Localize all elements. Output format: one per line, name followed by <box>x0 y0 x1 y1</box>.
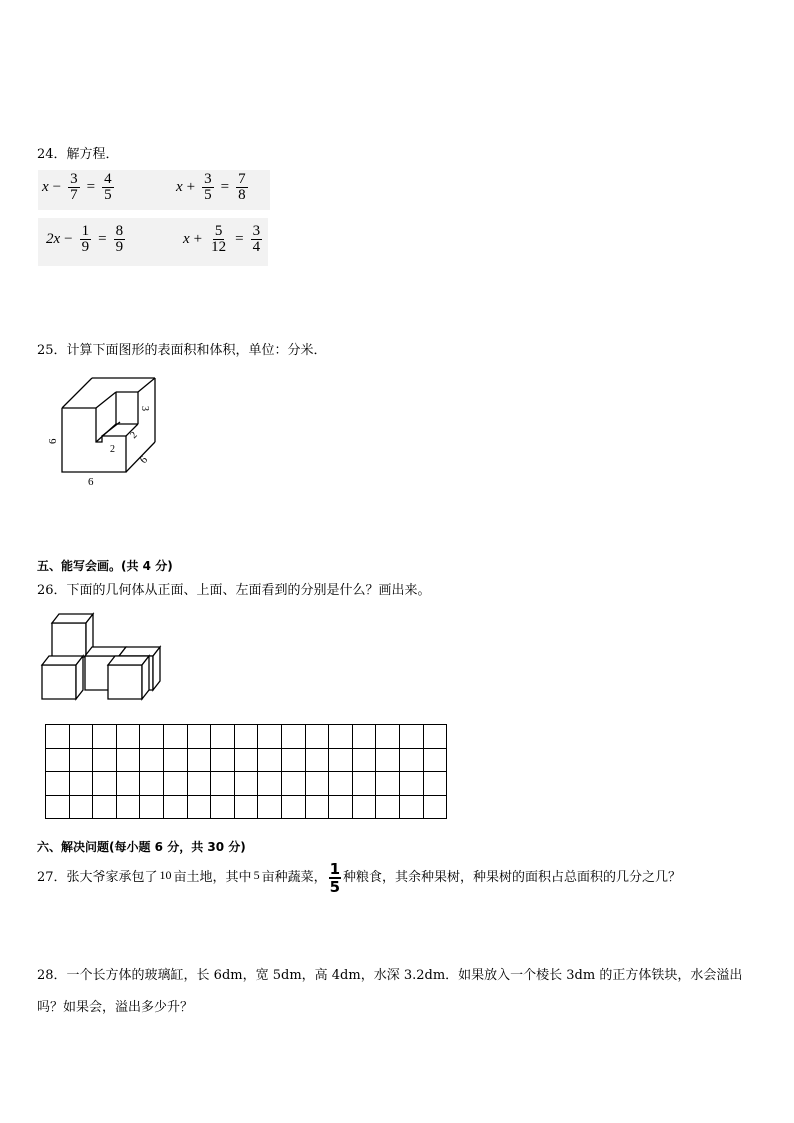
grid-cell[interactable] <box>116 795 140 819</box>
grid-cell[interactable] <box>423 772 447 796</box>
grid-cell[interactable] <box>234 795 258 819</box>
equation-operator: + <box>186 179 196 195</box>
grid-cell[interactable] <box>187 748 211 772</box>
equation-variable: x <box>176 179 183 195</box>
equals-sign: = <box>98 231 107 247</box>
grid-cell[interactable] <box>163 772 187 796</box>
grid-cell[interactable] <box>187 772 211 796</box>
grid-cell[interactable] <box>69 748 93 772</box>
q27-number: 5 <box>253 868 260 882</box>
grid-cell[interactable] <box>234 725 258 749</box>
grid-cell[interactable] <box>399 772 423 796</box>
grid-cell[interactable] <box>281 725 305 749</box>
fraction: $\frac{3}{5}$ <box>204 171 212 203</box>
dim-notch-width-label: 2 <box>110 444 115 455</box>
equation-variable: x <box>183 231 190 247</box>
cube-stack-figure <box>40 610 165 705</box>
grid-cell[interactable] <box>46 772 70 796</box>
q27-text-part: 27．张大爷家承包了 <box>37 870 158 885</box>
grid-cell[interactable] <box>116 725 140 749</box>
grid-cell[interactable] <box>69 795 93 819</box>
equals-sign: = <box>86 179 96 195</box>
q27-text-part: 种粮食，其余种果树，种果树的面积占总面积的几分之几？ <box>343 870 682 885</box>
fraction: $\frac{5}{12}$ <box>211 223 227 255</box>
grid-cell[interactable] <box>352 748 376 772</box>
grid-cell[interactable] <box>69 772 93 796</box>
grid-row <box>46 795 447 819</box>
grid-cell[interactable] <box>423 748 447 772</box>
dim-height-label: 6 <box>47 438 59 444</box>
equation-operator: − <box>52 179 62 195</box>
grid-cell[interactable] <box>187 795 211 819</box>
grid-cell[interactable] <box>258 795 282 819</box>
q25-title: 25．计算下面图形的表面积和体积，单位：分米． <box>37 343 327 358</box>
grid-cell[interactable] <box>93 795 117 819</box>
equals-sign: = <box>220 179 230 195</box>
grid-cell[interactable] <box>376 772 400 796</box>
grid-cell[interactable] <box>399 748 423 772</box>
grid-cell[interactable] <box>211 748 235 772</box>
grid-cell[interactable] <box>234 772 258 796</box>
dim-notch-depth-label: 2 <box>128 429 140 441</box>
q28-line-2: 吗？如果会，溢出多少升？ <box>37 1000 194 1015</box>
q26-title: 26．下面的几何体从正面、上面、左面看到的分别是什么？画出来。 <box>37 583 431 598</box>
grid-cell[interactable] <box>281 772 305 796</box>
grid-cell[interactable] <box>376 795 400 819</box>
grid-row <box>46 748 447 772</box>
fraction: $\frac{1}{9}$ <box>81 223 90 255</box>
grid-cell[interactable] <box>211 725 235 749</box>
grid-cell[interactable] <box>281 795 305 819</box>
grid-row <box>46 725 447 749</box>
grid-cell[interactable] <box>69 725 93 749</box>
fraction: $\frac{3}{7}$ <box>70 171 78 203</box>
equation-1 <box>42 172 117 203</box>
grid-cell[interactable] <box>329 725 353 749</box>
grid-cell[interactable] <box>140 748 164 772</box>
grid-cell[interactable] <box>352 795 376 819</box>
grid-cell[interactable] <box>305 725 329 749</box>
grid-cell[interactable] <box>140 725 164 749</box>
fraction: $\frac{3}{4}$ <box>252 223 261 255</box>
equation-variable: 2x <box>46 231 61 247</box>
grid-cell[interactable] <box>163 748 187 772</box>
fraction: $\frac{8}{9}$ <box>115 223 124 255</box>
grid-cell[interactable] <box>116 748 140 772</box>
grid-cell[interactable] <box>305 748 329 772</box>
grid-cell[interactable] <box>329 748 353 772</box>
grid-cell[interactable] <box>211 772 235 796</box>
grid-cell[interactable] <box>234 748 258 772</box>
dim-notch-height-label: 3 <box>139 406 150 411</box>
grid-cell[interactable] <box>258 748 282 772</box>
equals-sign: = <box>235 231 244 247</box>
dim-bottom-label: 6 <box>88 476 94 488</box>
q28-line-1: 28．一个长方体的玻璃缸，长 6dm，宽 5dm，高 4dm，水深 3.2dm．如果放入一个棱长 3dm 的正方体铁块，水会溢出 <box>37 968 743 983</box>
grid-cell[interactable] <box>376 725 400 749</box>
drawing-grid[interactable] <box>45 724 447 819</box>
grid-cell[interactable] <box>187 725 211 749</box>
grid-cell[interactable] <box>93 772 117 796</box>
q27-text <box>37 858 681 898</box>
notched-cuboid-figure <box>40 372 170 492</box>
grid-cell[interactable] <box>258 772 282 796</box>
fraction: $\frac{4}{5}$ <box>104 171 112 203</box>
section-6-title: 六、解决问题(每小题 6 分，共 30 分) <box>37 840 246 854</box>
grid-cell[interactable] <box>329 772 353 796</box>
equation-3 <box>46 224 128 255</box>
q27-number: 10 <box>159 868 172 882</box>
dim-depth-label: 6 <box>137 453 151 467</box>
q27-text-part: 亩种蔬菜， <box>261 870 327 885</box>
grid-cell[interactable] <box>211 795 235 819</box>
grid-cell[interactable] <box>376 748 400 772</box>
equation-operator: + <box>193 231 203 247</box>
grid-cell[interactable] <box>46 795 70 819</box>
grid-cell[interactable] <box>46 725 70 749</box>
grid-cell[interactable] <box>423 725 447 749</box>
grid-cell[interactable] <box>163 725 187 749</box>
grid-cell[interactable] <box>352 772 376 796</box>
grid-cell[interactable] <box>399 795 423 819</box>
equation-4 <box>183 224 265 255</box>
grid-cell[interactable] <box>46 748 70 772</box>
grid-cell[interactable] <box>305 795 329 819</box>
q27-text-part: 亩土地，其中 <box>173 870 252 885</box>
grid-cell[interactable] <box>163 795 187 819</box>
grid-cell[interactable] <box>329 795 353 819</box>
grid-cell[interactable] <box>140 795 164 819</box>
grid-cell[interactable] <box>352 725 376 749</box>
equation-operator: − <box>64 231 73 247</box>
q27-fraction: 1 5 <box>329 860 341 896</box>
grid-cell[interactable] <box>93 725 117 749</box>
equation-variable: x <box>42 179 49 195</box>
grid-row <box>46 772 447 796</box>
grid-cell[interactable] <box>399 725 423 749</box>
section-5-title: 五、能写会画。(共 4 分) <box>37 559 173 573</box>
grid-cell[interactable] <box>423 795 447 819</box>
grid-cell[interactable] <box>116 772 140 796</box>
fraction: $\frac{7}{8}$ <box>238 171 246 203</box>
grid-cell[interactable] <box>258 725 282 749</box>
q24-title: 24．解方程． <box>37 147 119 162</box>
grid-cell[interactable] <box>93 748 117 772</box>
equation-2 <box>176 172 251 203</box>
grid-cell[interactable] <box>140 772 164 796</box>
grid-cell[interactable] <box>281 748 305 772</box>
grid-cell[interactable] <box>305 772 329 796</box>
